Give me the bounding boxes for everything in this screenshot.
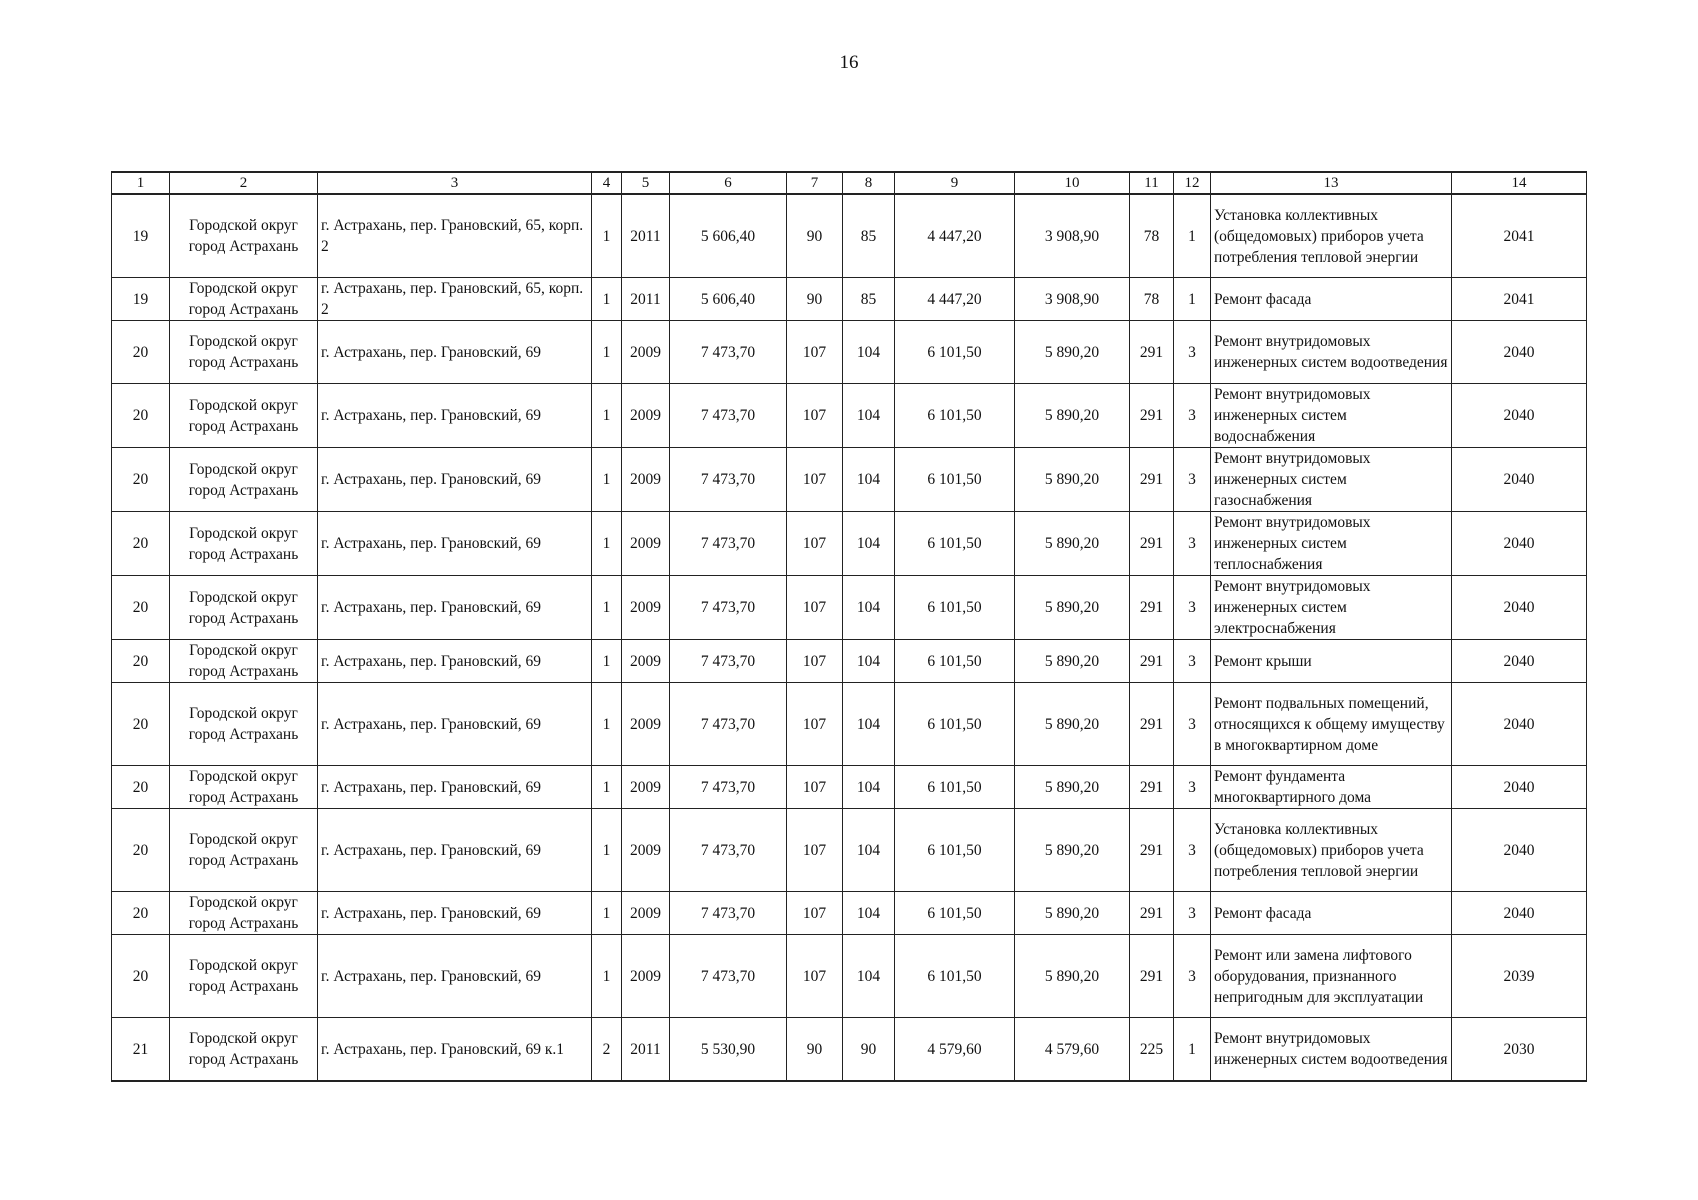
table-cell: 4 447,20 bbox=[895, 194, 1015, 278]
table-cell: 2040 bbox=[1452, 512, 1587, 576]
table-cell: 3 bbox=[1174, 512, 1211, 576]
table-cell: 291 bbox=[1130, 512, 1174, 576]
table-cell: 1 bbox=[592, 766, 622, 809]
table-row bbox=[112, 892, 1587, 935]
table-cell: 6 101,50 bbox=[895, 576, 1015, 640]
table-cell: 6 101,50 bbox=[895, 892, 1015, 935]
table-cell: 291 bbox=[1130, 576, 1174, 640]
table-cell: 20 bbox=[112, 640, 170, 683]
table-row bbox=[112, 512, 1587, 576]
table-cell: Ремонт фундамента многоквартирного дома bbox=[1211, 766, 1452, 809]
table-cell: г. Астрахань, пер. Грановский, 65, корп. 2 bbox=[318, 278, 592, 321]
table-cell: 104 bbox=[843, 892, 895, 935]
table-cell: 6 101,50 bbox=[895, 640, 1015, 683]
table-cell: 104 bbox=[843, 683, 895, 766]
table-cell: 4 579,60 bbox=[895, 1018, 1015, 1082]
table-cell: 2011 bbox=[622, 278, 670, 321]
table-cell: Городской округ город Астрахань bbox=[170, 321, 318, 384]
column-header: 14 bbox=[1452, 172, 1587, 194]
table-cell: Ремонт внутридомовых инженерных систем электроснабжения bbox=[1211, 576, 1452, 640]
table-row bbox=[112, 766, 1587, 809]
table-cell: 1 bbox=[592, 321, 622, 384]
table-cell: г. Астрахань, пер. Грановский, 69 bbox=[318, 809, 592, 892]
table-cell: 5 890,20 bbox=[1015, 683, 1130, 766]
table-row bbox=[112, 640, 1587, 683]
column-header: 10 bbox=[1015, 172, 1130, 194]
table-cell: 2040 bbox=[1452, 683, 1587, 766]
table-cell: 6 101,50 bbox=[895, 809, 1015, 892]
table-cell: Ремонт фасада bbox=[1211, 892, 1452, 935]
table-cell: 3 bbox=[1174, 640, 1211, 683]
table-cell: Городской округ город Астрахань bbox=[170, 766, 318, 809]
table-cell: 6 101,50 bbox=[895, 935, 1015, 1018]
table-cell: 78 bbox=[1130, 278, 1174, 321]
table-cell: 4 447,20 bbox=[895, 278, 1015, 321]
table-cell: 1 bbox=[592, 683, 622, 766]
table-cell: Городской округ город Астрахань bbox=[170, 576, 318, 640]
table-cell: г. Астрахань, пер. Грановский, 69 bbox=[318, 384, 592, 448]
table-cell: 20 bbox=[112, 935, 170, 1018]
table-cell: 20 bbox=[112, 683, 170, 766]
table-cell: 6 101,50 bbox=[895, 512, 1015, 576]
table-cell: 2041 bbox=[1452, 278, 1587, 321]
table-cell: 104 bbox=[843, 321, 895, 384]
table-cell: 3 bbox=[1174, 892, 1211, 935]
table-cell: 6 101,50 bbox=[895, 448, 1015, 512]
table-cell: 90 bbox=[787, 278, 843, 321]
table-cell: 291 bbox=[1130, 683, 1174, 766]
table-cell: 6 101,50 bbox=[895, 766, 1015, 809]
table-cell: 20 bbox=[112, 384, 170, 448]
table-cell: 6 101,50 bbox=[895, 384, 1015, 448]
table-cell: 2040 bbox=[1452, 640, 1587, 683]
table-cell: 1 bbox=[592, 194, 622, 278]
table-cell: 2009 bbox=[622, 321, 670, 384]
table-cell: 1 bbox=[592, 640, 622, 683]
column-header: 12 bbox=[1174, 172, 1211, 194]
table-cell: 107 bbox=[787, 766, 843, 809]
table-cell: 2011 bbox=[622, 194, 670, 278]
column-header: 3 bbox=[318, 172, 592, 194]
table-cell: 291 bbox=[1130, 935, 1174, 1018]
table-cell: 3 bbox=[1174, 683, 1211, 766]
table-row bbox=[112, 194, 1587, 278]
table-cell: Городской округ город Астрахань bbox=[170, 278, 318, 321]
table-cell: 20 bbox=[112, 448, 170, 512]
table-cell: 2040 bbox=[1452, 809, 1587, 892]
table-cell: 1 bbox=[592, 448, 622, 512]
table-row bbox=[112, 448, 1587, 512]
table-cell: 225 bbox=[1130, 1018, 1174, 1082]
table-cell: 104 bbox=[843, 935, 895, 1018]
table-cell: Городской округ город Астрахань bbox=[170, 640, 318, 683]
column-header: 11 bbox=[1130, 172, 1174, 194]
table-cell: г. Астрахань, пер. Грановский, 69 bbox=[318, 935, 592, 1018]
table-cell: Ремонт внутридомовых инженерных систем теплоснабжения bbox=[1211, 512, 1452, 576]
table-cell: 85 bbox=[843, 194, 895, 278]
table-cell: 2009 bbox=[622, 683, 670, 766]
table-cell: 2040 bbox=[1452, 766, 1587, 809]
table-cell: 78 bbox=[1130, 194, 1174, 278]
table-cell: 90 bbox=[787, 1018, 843, 1082]
table-cell: 3 bbox=[1174, 448, 1211, 512]
table-cell: Ремонт или замена лифтового оборудования, признанного непригодным для эксплуатации bbox=[1211, 935, 1452, 1018]
table-cell: г. Астрахань, пер. Грановский, 69 bbox=[318, 892, 592, 935]
table-cell: 85 bbox=[843, 278, 895, 321]
table-cell: 104 bbox=[843, 576, 895, 640]
table-row bbox=[112, 321, 1587, 384]
table-cell: 104 bbox=[843, 640, 895, 683]
table-cell: 1 bbox=[592, 892, 622, 935]
table-cell: 20 bbox=[112, 321, 170, 384]
table-cell: 107 bbox=[787, 512, 843, 576]
table-cell: г. Астрахань, пер. Грановский, 69 bbox=[318, 448, 592, 512]
table-cell: Городской округ город Астрахань bbox=[170, 384, 318, 448]
table-cell: 107 bbox=[787, 935, 843, 1018]
table-cell: 7 473,70 bbox=[670, 512, 787, 576]
table-cell: 3 908,90 bbox=[1015, 194, 1130, 278]
column-header: 9 bbox=[895, 172, 1015, 194]
table-cell: 3 908,90 bbox=[1015, 278, 1130, 321]
table-cell: 1 bbox=[1174, 194, 1211, 278]
table-cell: 291 bbox=[1130, 384, 1174, 448]
column-header: 1 bbox=[112, 172, 170, 194]
table-cell: 2040 bbox=[1452, 321, 1587, 384]
table-cell: 7 473,70 bbox=[670, 766, 787, 809]
column-header: 5 bbox=[622, 172, 670, 194]
table-cell: Ремонт внутридомовых инженерных систем газоснабжения bbox=[1211, 448, 1452, 512]
table-cell: 5 890,20 bbox=[1015, 892, 1130, 935]
table-cell: 107 bbox=[787, 448, 843, 512]
table-cell: 20 bbox=[112, 766, 170, 809]
table-cell: 104 bbox=[843, 384, 895, 448]
table-cell: Городской округ город Астрахань bbox=[170, 809, 318, 892]
table-cell: 2009 bbox=[622, 892, 670, 935]
column-header: 6 bbox=[670, 172, 787, 194]
table-cell: 5 890,20 bbox=[1015, 576, 1130, 640]
table-cell: 21 bbox=[112, 1018, 170, 1082]
table-cell: 104 bbox=[843, 766, 895, 809]
table-cell: 20 bbox=[112, 809, 170, 892]
table-cell: 291 bbox=[1130, 448, 1174, 512]
table-cell: г. Астрахань, пер. Грановский, 69 к.1 bbox=[318, 1018, 592, 1082]
table-cell: 5 890,20 bbox=[1015, 384, 1130, 448]
table-cell: 1 bbox=[1174, 278, 1211, 321]
table-cell: 20 bbox=[112, 512, 170, 576]
table-cell: 291 bbox=[1130, 321, 1174, 384]
table-cell: г. Астрахань, пер. Грановский, 69 bbox=[318, 321, 592, 384]
table-cell: 2009 bbox=[622, 809, 670, 892]
table-cell: 1 bbox=[592, 512, 622, 576]
table-cell: Ремонт внутридомовых инженерных систем водоотведения bbox=[1211, 321, 1452, 384]
table-cell: 2040 bbox=[1452, 448, 1587, 512]
table-cell: 5 530,90 bbox=[670, 1018, 787, 1082]
table-cell: 7 473,70 bbox=[670, 892, 787, 935]
table-cell: 2009 bbox=[622, 512, 670, 576]
table-row bbox=[112, 384, 1587, 448]
table-cell: 5 890,20 bbox=[1015, 809, 1130, 892]
table-cell: 20 bbox=[112, 576, 170, 640]
table-cell: Городской округ город Астрахань bbox=[170, 892, 318, 935]
table-cell: 6 101,50 bbox=[895, 321, 1015, 384]
table-cell: 2009 bbox=[622, 448, 670, 512]
table-cell: 1 bbox=[592, 809, 622, 892]
table-cell: 107 bbox=[787, 640, 843, 683]
table-cell: 1 bbox=[592, 278, 622, 321]
table-cell: 104 bbox=[843, 448, 895, 512]
table-cell: 107 bbox=[787, 809, 843, 892]
table-cell: Ремонт внутридомовых инженерных систем водоснабжения bbox=[1211, 384, 1452, 448]
table-row bbox=[112, 1018, 1587, 1082]
table-cell: 2009 bbox=[622, 640, 670, 683]
table-cell: 5 890,20 bbox=[1015, 935, 1130, 1018]
table-cell: Ремонт крыши bbox=[1211, 640, 1452, 683]
table-cell: 107 bbox=[787, 683, 843, 766]
table-cell: 2039 bbox=[1452, 935, 1587, 1018]
table-cell: 7 473,70 bbox=[670, 683, 787, 766]
table-cell: 5 890,20 bbox=[1015, 321, 1130, 384]
column-header: 4 bbox=[592, 172, 622, 194]
table-cell: 4 579,60 bbox=[1015, 1018, 1130, 1082]
table-cell: г. Астрахань, пер. Грановский, 65, корп. 2 bbox=[318, 194, 592, 278]
column-header: 2 bbox=[170, 172, 318, 194]
table-cell: Ремонт фасада bbox=[1211, 278, 1452, 321]
table-cell: Городской округ город Астрахань bbox=[170, 935, 318, 1018]
table-cell: 2011 bbox=[622, 1018, 670, 1082]
table-cell: 291 bbox=[1130, 640, 1174, 683]
table-cell: 291 bbox=[1130, 892, 1174, 935]
table-cell: 107 bbox=[787, 576, 843, 640]
table-cell: 5 890,20 bbox=[1015, 448, 1130, 512]
table-cell: 107 bbox=[787, 892, 843, 935]
column-header: 7 bbox=[787, 172, 843, 194]
table-cell: 1 bbox=[592, 935, 622, 1018]
table-cell: 5 606,40 bbox=[670, 194, 787, 278]
table-cell: 7 473,70 bbox=[670, 809, 787, 892]
table-cell: Ремонт внутридомовых инженерных систем водоотведения bbox=[1211, 1018, 1452, 1082]
table-cell: Установка коллективных (общедомовых) приборов учета потребления тепловой энергии bbox=[1211, 809, 1452, 892]
table-row bbox=[112, 278, 1587, 321]
table-cell: 104 bbox=[843, 809, 895, 892]
table-cell: 2009 bbox=[622, 766, 670, 809]
table-cell: 291 bbox=[1130, 766, 1174, 809]
table-cell: 20 bbox=[112, 892, 170, 935]
table-cell: 291 bbox=[1130, 809, 1174, 892]
table-cell: 90 bbox=[843, 1018, 895, 1082]
table-cell: г. Астрахань, пер. Грановский, 69 bbox=[318, 640, 592, 683]
table-row bbox=[112, 935, 1587, 1018]
table-cell: 5 890,20 bbox=[1015, 766, 1130, 809]
table-cell: 5 890,20 bbox=[1015, 512, 1130, 576]
table-cell: 5 606,40 bbox=[670, 278, 787, 321]
table-cell: 19 bbox=[112, 194, 170, 278]
table-cell: 3 bbox=[1174, 321, 1211, 384]
table-cell: 2009 bbox=[622, 576, 670, 640]
table-cell: 5 890,20 bbox=[1015, 640, 1130, 683]
table-cell: 7 473,70 bbox=[670, 448, 787, 512]
table-cell: 2041 bbox=[1452, 194, 1587, 278]
table-cell: 1 bbox=[592, 576, 622, 640]
table-cell: Городской округ город Астрахань bbox=[170, 512, 318, 576]
table-cell: 90 bbox=[787, 194, 843, 278]
table-cell: Ремонт подвальных помещений, относящихся к общему имуществу в многоквартирном доме bbox=[1211, 683, 1452, 766]
table-cell: 7 473,70 bbox=[670, 576, 787, 640]
table-cell: 3 bbox=[1174, 809, 1211, 892]
page-number: 16 bbox=[839, 52, 859, 73]
table-cell: г. Астрахань, пер. Грановский, 69 bbox=[318, 512, 592, 576]
table-row bbox=[112, 809, 1587, 892]
table-cell: 2009 bbox=[622, 384, 670, 448]
table-cell: 2040 bbox=[1452, 892, 1587, 935]
table-cell: 7 473,70 bbox=[670, 935, 787, 1018]
table-cell: 1 bbox=[592, 384, 622, 448]
table-cell: Городской округ город Астрахань bbox=[170, 1018, 318, 1082]
header-row bbox=[112, 172, 1587, 194]
table-body bbox=[112, 172, 1587, 1081]
table-cell: 19 bbox=[112, 278, 170, 321]
table-row bbox=[112, 576, 1587, 640]
table-cell: Городской округ город Астрахань bbox=[170, 683, 318, 766]
table-cell: 3 bbox=[1174, 935, 1211, 1018]
table-cell: 104 bbox=[843, 512, 895, 576]
column-header: 8 bbox=[843, 172, 895, 194]
table-cell: 3 bbox=[1174, 384, 1211, 448]
table-cell: 6 101,50 bbox=[895, 683, 1015, 766]
table-cell: 7 473,70 bbox=[670, 384, 787, 448]
table-cell: 2030 bbox=[1452, 1018, 1587, 1082]
table-cell: г. Астрахань, пер. Грановский, 69 bbox=[318, 576, 592, 640]
table-cell: 3 bbox=[1174, 766, 1211, 809]
table-cell: г. Астрахань, пер. Грановский, 69 bbox=[318, 766, 592, 809]
table-cell: Городской округ город Астрахань bbox=[170, 194, 318, 278]
table-cell: 2040 bbox=[1452, 384, 1587, 448]
column-header: 13 bbox=[1211, 172, 1452, 194]
table-cell: 107 bbox=[787, 384, 843, 448]
table-cell: 7 473,70 bbox=[670, 640, 787, 683]
table-cell: 107 bbox=[787, 321, 843, 384]
table-cell: 2040 bbox=[1452, 576, 1587, 640]
table-cell: 2009 bbox=[622, 935, 670, 1018]
table-cell: Установка коллективных (общедомовых) приборов учета потребления тепловой энергии bbox=[1211, 194, 1452, 278]
table-cell: 3 bbox=[1174, 576, 1211, 640]
table-cell: 1 bbox=[1174, 1018, 1211, 1082]
table-cell: Городской округ город Астрахань bbox=[170, 448, 318, 512]
table-cell: г. Астрахань, пер. Грановский, 69 bbox=[318, 683, 592, 766]
table-row bbox=[112, 683, 1587, 766]
housing-repair-table bbox=[111, 171, 1587, 1082]
table-cell: 2 bbox=[592, 1018, 622, 1082]
table-cell: 7 473,70 bbox=[670, 321, 787, 384]
